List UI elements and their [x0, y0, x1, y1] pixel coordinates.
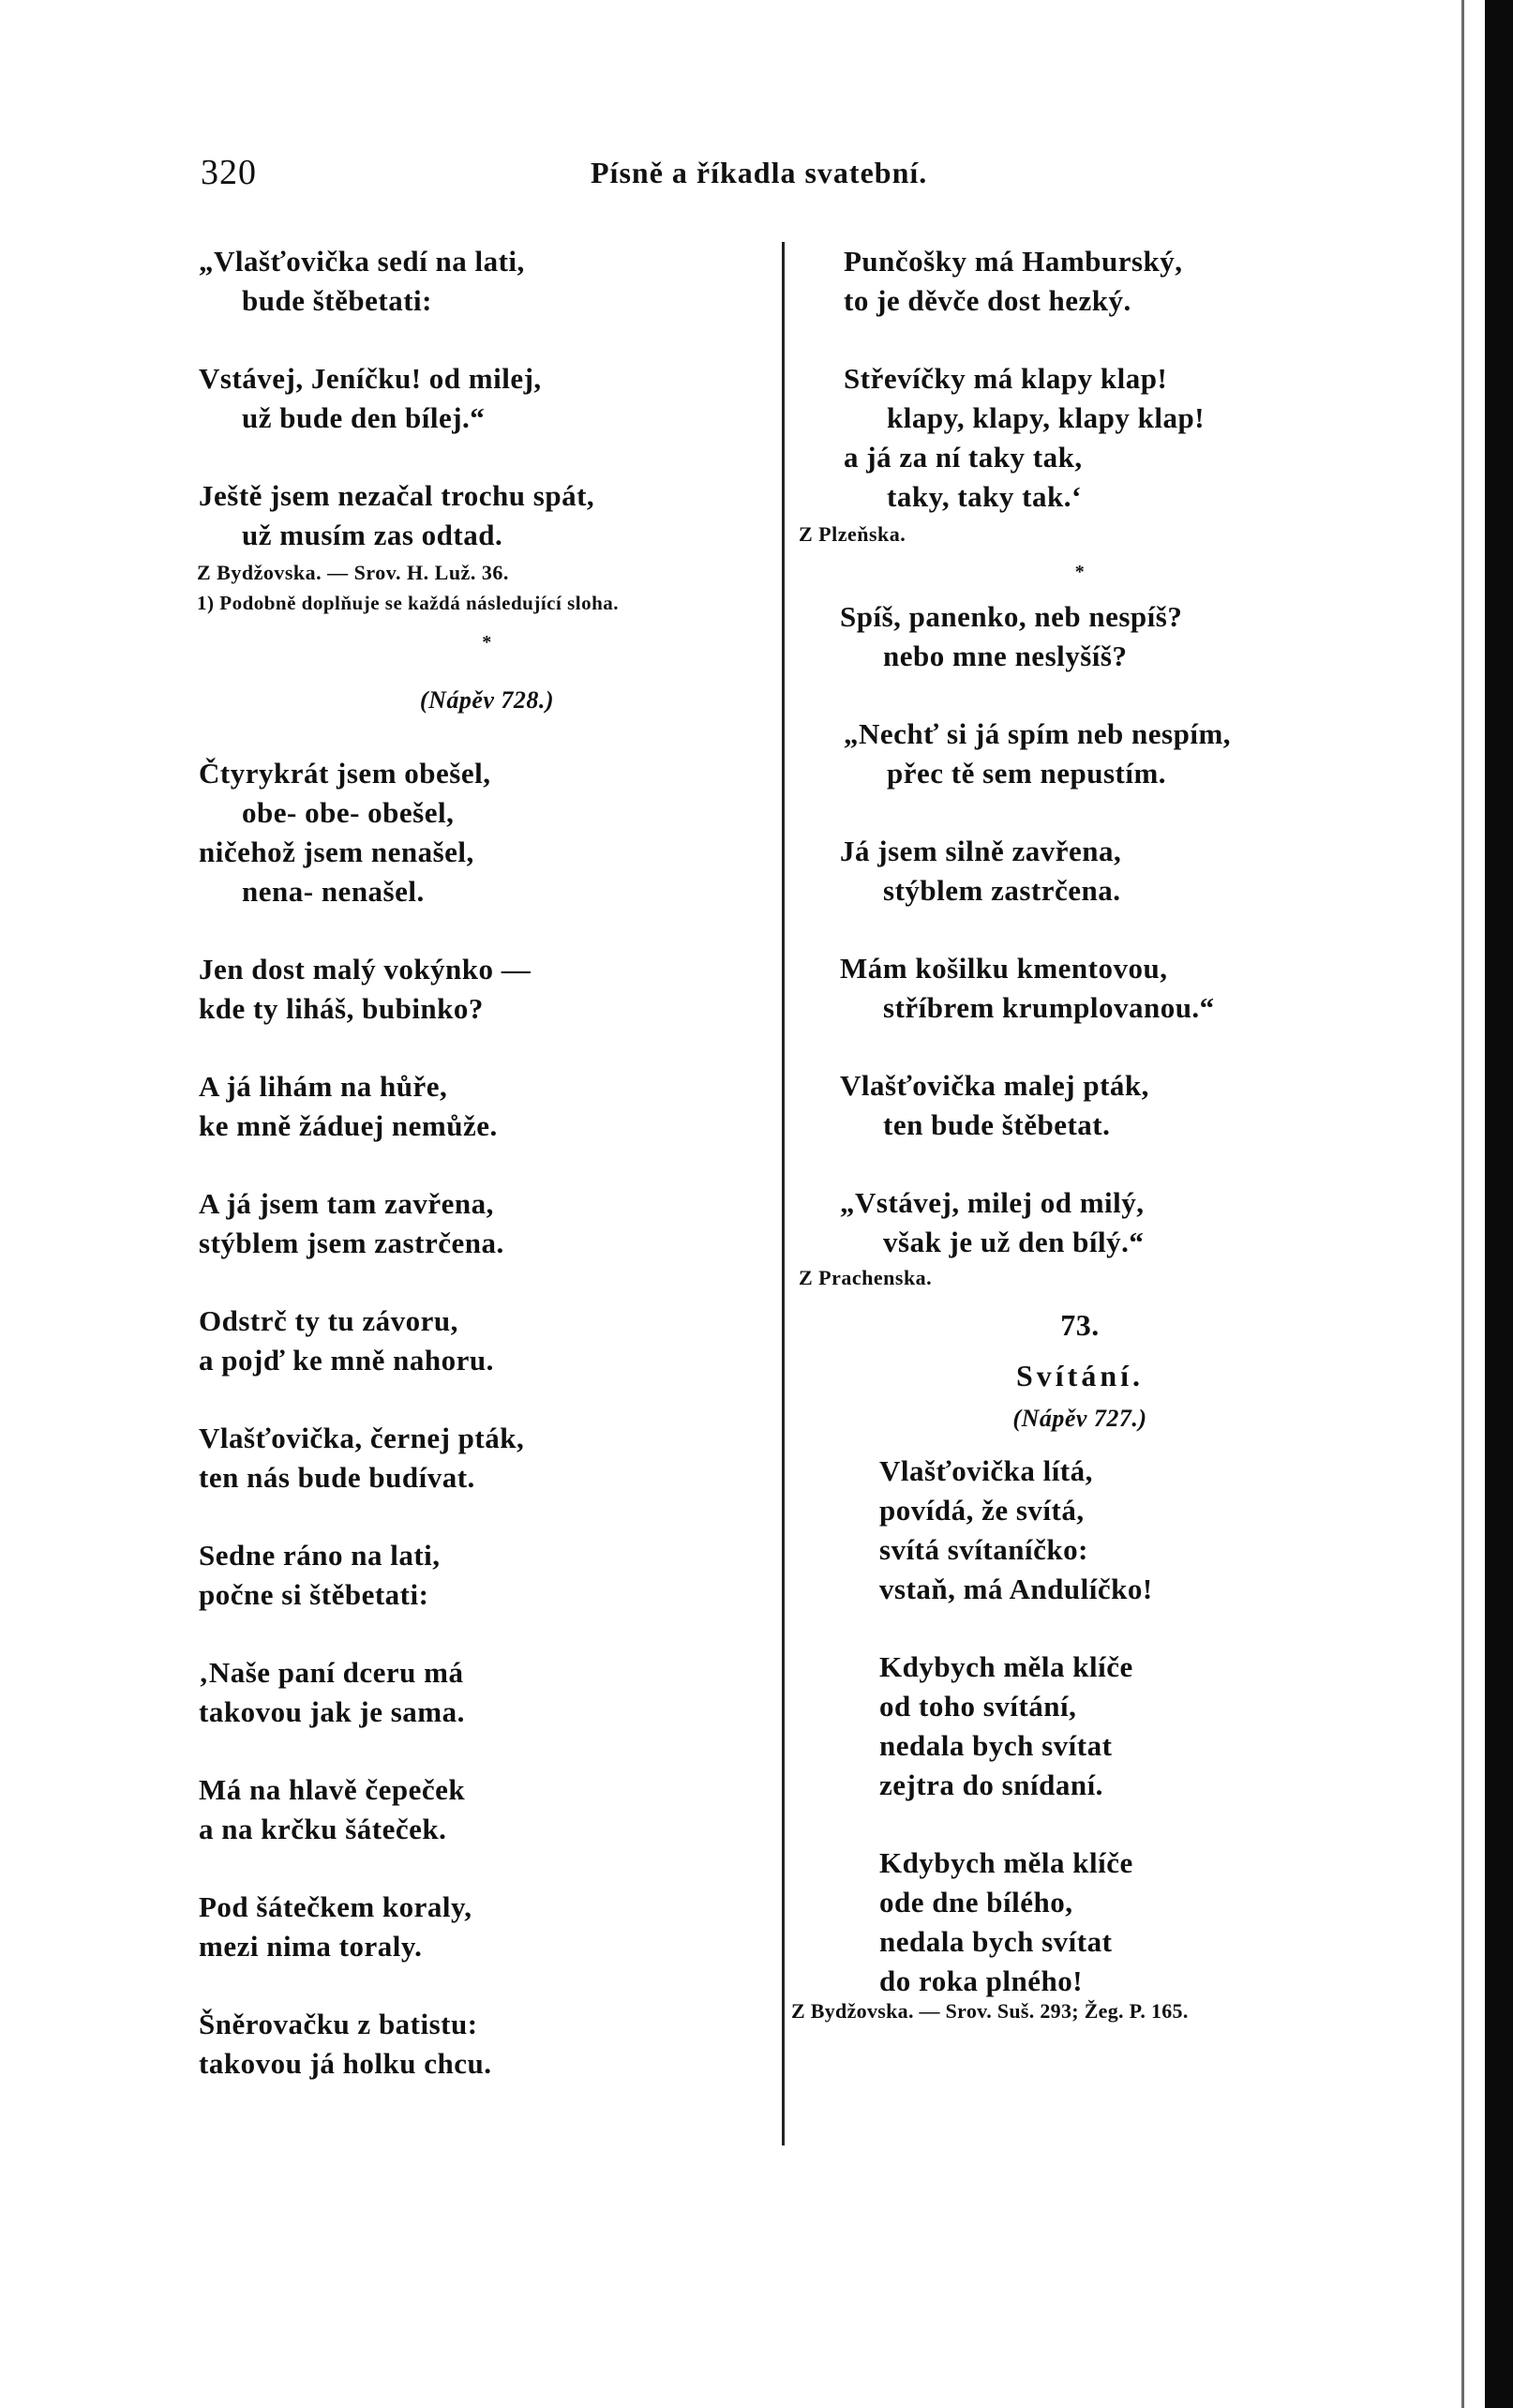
stanza: [199, 754, 775, 911]
verse-line: Jen dost malý vokýnko —: [199, 953, 532, 986]
verse-line: a na krčku šáteček.: [199, 1813, 447, 1845]
verse-line: počne si štěbetati:: [199, 1578, 429, 1611]
verse-line: Ještě jsem nezačal trochu spát,: [199, 479, 595, 512]
verse-line: nedala bych svítat: [879, 1925, 1113, 1958]
source-note: Z Plzeňska.: [799, 522, 906, 546]
verse-line: od toho svítání,: [879, 1690, 1077, 1723]
verse-line: „Nechť si já spím neb nespím,: [844, 717, 1232, 750]
source-note: Z Bydžovska. — Srov. Suš. 293; Žeg. P. 165.: [791, 1999, 1189, 2023]
verse-line: takovou jak je sama.: [199, 1695, 465, 1728]
stanza: [199, 1770, 775, 1849]
stanza: [799, 597, 1361, 676]
verse-line: nebo mne neslyšíš?: [883, 640, 1128, 672]
page-header: [201, 152, 979, 208]
verse-line: ten nás bude budívat.: [199, 1461, 475, 1494]
melody-reference: (Nápěv 728.): [419, 686, 555, 714]
verse-line: ničehož jsem nenašel,: [199, 835, 474, 868]
verse-line: Vlašťovička malej pták,: [840, 1069, 1149, 1102]
stanza: [199, 1888, 775, 1966]
verse-line: Punčošky má Hamburský,: [844, 245, 1183, 278]
song-title: Svítání.: [1015, 1359, 1145, 1392]
verse-line: taky, taky tak.‘: [887, 480, 1082, 513]
stanza: [199, 1419, 775, 1497]
column-divider: [782, 242, 785, 2145]
verse-line: vstaň, má Andulíčko!: [879, 1573, 1153, 1605]
verse-line: A já jsem tam zavřena,: [199, 1187, 494, 1220]
verse-line: Vlašťovička lítá,: [879, 1454, 1093, 1487]
verse-line: a pojď ke mně nahoru.: [199, 1344, 494, 1377]
source-note: Z Bydžovska. — Srov. H. Luž. 36.: [197, 561, 509, 584]
stanza: [199, 359, 775, 438]
melody-reference: (Nápěv 727.): [1012, 1405, 1147, 1432]
verse-line: zejtra do snídaní.: [879, 1768, 1103, 1801]
verse-line: do roka plného!: [879, 1964, 1084, 1997]
verse-line: Pod šátečkem koraly,: [199, 1890, 472, 1923]
verse-line: „Vstávej, milej od milý,: [840, 1186, 1145, 1219]
stanza: [199, 1184, 775, 1263]
verse-line: Vlašťovička, černej pták,: [199, 1422, 525, 1454]
source-note: Z Prachenska.: [799, 1266, 933, 1289]
verse-line: stříbrem krumplovanou.“: [883, 991, 1215, 1024]
verse-line: Vstávej, Jeníčku! od milej,: [199, 362, 542, 395]
stanza: [799, 949, 1361, 1028]
verse-line: Má na hlavě čepeček: [199, 1773, 466, 1806]
left-column: [199, 242, 775, 2122]
stanza: [799, 1066, 1361, 1145]
verse-line: už bude den bílej.“: [242, 401, 486, 434]
verse-line: a já za ní taky tak,: [844, 441, 1083, 474]
stanza: [199, 1536, 775, 1615]
scan-edge-line: [1461, 0, 1464, 2408]
verse-line: takovou já holku chcu.: [199, 2047, 492, 2080]
song-number: 73.: [1060, 1308, 1100, 1342]
verse-line: mezi nima toraly.: [199, 1930, 423, 1963]
stanza: [799, 1452, 1361, 1609]
verse-line: Čtyrykrát jsem obešel,: [199, 757, 491, 790]
stanza: [799, 715, 1361, 793]
stanza: [199, 2005, 775, 2084]
stanza: [199, 1653, 775, 1732]
verse-line: Kdybych měla klíče: [879, 1650, 1133, 1683]
stanza: [199, 1067, 775, 1146]
verse-line: nedala bych svítat: [879, 1729, 1113, 1762]
verse-line: svítá svítaníčko:: [879, 1533, 1088, 1566]
verse-line: ode dne bílého,: [879, 1886, 1073, 1919]
verse-line: Šněrovačku z batistu:: [199, 2008, 478, 2040]
verse-line: však je už den bílý.“: [883, 1226, 1145, 1258]
verse-line: Kdybych měla klíče: [879, 1846, 1133, 1879]
verse-line: Střevíčky má klapy klap!: [844, 362, 1168, 395]
verse-line: obe- obe- obešel,: [242, 796, 455, 829]
verse-line: A já lihám na hůře,: [199, 1070, 448, 1103]
footnote: 1) Podobně doplňuje se každá následující sloha.: [197, 592, 620, 614]
stanza: [799, 832, 1361, 911]
verse-line: stýblem zastrčena.: [883, 874, 1121, 907]
stanza: [799, 359, 1361, 517]
verse-line: už musím zas odtad.: [242, 519, 503, 551]
stanza: [199, 242, 775, 321]
page-number: 320: [201, 153, 257, 192]
verse-line: ten bude štěbetat.: [883, 1108, 1111, 1141]
right-column: [791, 242, 1361, 2029]
verse-line: stýblem jsem zastrčena.: [199, 1227, 504, 1259]
stanza: [799, 1183, 1361, 1262]
verse-line: to je děvče dost hezký.: [844, 284, 1131, 317]
stanza: [199, 950, 775, 1029]
verse-line: ‚Naše paní dceru má: [199, 1656, 464, 1689]
verse-line: přec tě sem nepustím.: [887, 757, 1167, 790]
verse-line: „Vlašťovička sedí na lati,: [199, 245, 525, 278]
verse-line: Odstrč ty tu závoru,: [199, 1304, 458, 1337]
verse-line: Mám košilku kmentovou,: [840, 952, 1168, 985]
stanza: [799, 1844, 1361, 2001]
stanza: [799, 1648, 1361, 1805]
verse-line: kde ty liháš, bubinko?: [199, 992, 484, 1025]
verse-line: nena- nenašel.: [242, 875, 425, 908]
verse-line: bude štěbetati:: [242, 284, 432, 317]
verse-line: Sedne ráno na lati,: [199, 1539, 441, 1572]
scan-edge-bar: [1485, 0, 1513, 2408]
running-title: Písně a říkadla svatební.: [591, 156, 928, 189]
star-separator: *: [1074, 562, 1086, 582]
stanza: [199, 476, 775, 555]
verse-line: Spíš, panenko, neb nespíš?: [840, 600, 1183, 633]
star-separator: *: [482, 632, 492, 653]
verse-line: klapy, klapy, klapy klap!: [887, 401, 1206, 434]
stanza: [199, 1302, 775, 1380]
verse-line: ke mně žáduej nemůže.: [199, 1109, 498, 1142]
verse-line: povídá, že svítá,: [879, 1494, 1085, 1527]
stanza: [799, 242, 1361, 321]
verse-line: Já jsem silně zavřena,: [840, 835, 1122, 867]
